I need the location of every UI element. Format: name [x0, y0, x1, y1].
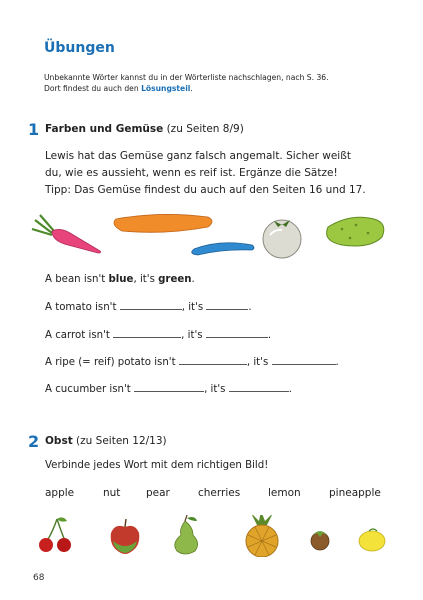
page-number: 68: [33, 573, 45, 583]
section-2-instruction: Verbinde jedes Wort mit dem richtigen Bild!: [45, 460, 269, 471]
example-sentence: [45, 274, 195, 285]
word-lemon[interactable]: lemon: [268, 487, 301, 499]
line-3-mid: , it's: [246, 357, 269, 368]
line-3-start: A ripe (= reif) potato isn't: [45, 357, 176, 368]
word-cherries[interactable]: cherries: [198, 487, 241, 499]
nut-illustration[interactable]: [311, 531, 329, 550]
example-post: .: [191, 274, 195, 285]
intro-line-2-post: .: [190, 84, 193, 93]
page-title: Übungen: [44, 40, 115, 56]
cucumber-illustration: [327, 217, 384, 246]
blank-field[interactable]: [179, 355, 247, 365]
line-2-start: A carrot isn't: [45, 330, 110, 341]
line-3-end: .: [335, 357, 339, 368]
section-1-title-bold: Farben und Gemüse: [45, 123, 164, 135]
section-2-title-rest: (zu Seiten 12/13): [72, 435, 167, 447]
fill-in-line-1: [45, 300, 252, 313]
section-2-title: [45, 435, 167, 447]
example-bold-green: green: [158, 274, 192, 285]
intro-text: [44, 72, 404, 94]
section-1-number: 1: [28, 120, 40, 139]
line-1-end: .: [248, 302, 252, 313]
lemon-illustration[interactable]: [359, 529, 385, 551]
example-pre: A bean isn't: [45, 274, 109, 285]
fill-in-line-4: [45, 382, 292, 395]
intro-line-1: Unbekannte Wörter kannst du in der Wörterliste nachschlagen, nach S. 36.: [44, 73, 329, 82]
section-1-instructions: [45, 148, 400, 199]
section-1-title: [45, 123, 244, 135]
intro-line-2-pre: Dort findest du auch den: [44, 84, 142, 93]
cherries-illustration[interactable]: [39, 517, 71, 552]
word-apple[interactable]: apple: [45, 487, 75, 499]
pineapple-illustration[interactable]: [246, 515, 278, 557]
tomato-illustration: [263, 220, 301, 258]
fill-in-line-3: [45, 355, 339, 368]
blank-field[interactable]: [272, 355, 336, 365]
blank-field[interactable]: [229, 382, 289, 392]
blank-field[interactable]: [206, 300, 248, 310]
carrot-illustration: [32, 215, 101, 253]
fill-in-line-2: [45, 328, 271, 341]
example-bold-blue: blue: [108, 274, 134, 285]
line-4-start: A cucumber isn't: [45, 384, 131, 395]
intro-line-2: [44, 83, 404, 94]
line-4-end: .: [288, 384, 292, 395]
vegetable-illustrations: [30, 205, 400, 265]
bean-illustration: [192, 243, 254, 255]
sweet-potato-illustration: [114, 214, 212, 232]
instruction-line-3: Tipp: Das Gemüse findest du auch auf den Seiten 16 und 17.: [45, 184, 366, 196]
line-1-start: A tomato isn't: [45, 302, 117, 313]
word-nut[interactable]: nut: [103, 487, 121, 499]
line-2-mid: , it's: [181, 330, 203, 341]
fruit-illustrations: [35, 515, 395, 557]
line-4-mid: , it's: [204, 384, 226, 395]
solutions-link: Lösungsteil: [141, 84, 191, 93]
word-pear[interactable]: pear: [146, 487, 170, 499]
line-1-mid: , it's: [181, 302, 204, 313]
blank-field[interactable]: [134, 382, 204, 392]
pear-illustration[interactable]: [175, 515, 198, 554]
line-2-end: .: [267, 330, 272, 341]
example-mid: , it's: [133, 274, 159, 285]
blank-field[interactable]: [120, 300, 182, 310]
apple-illustration[interactable]: [111, 519, 140, 554]
blank-field[interactable]: [206, 328, 268, 338]
instruction-line-2: du, wie es aussieht, wenn es reif ist. Ergänze die Sätze!: [45, 167, 338, 179]
blank-field[interactable]: [113, 328, 181, 338]
section-2-number: 2: [28, 432, 40, 451]
section-2-title-bold: Obst: [45, 435, 73, 447]
section-1-title-rest: (zu Seiten 8/9): [163, 123, 244, 135]
instruction-line-1: Lewis hat das Gemüse ganz falsch angemalt. Sicher weißt: [45, 150, 351, 162]
word-pineapple[interactable]: pineapple: [329, 487, 381, 499]
